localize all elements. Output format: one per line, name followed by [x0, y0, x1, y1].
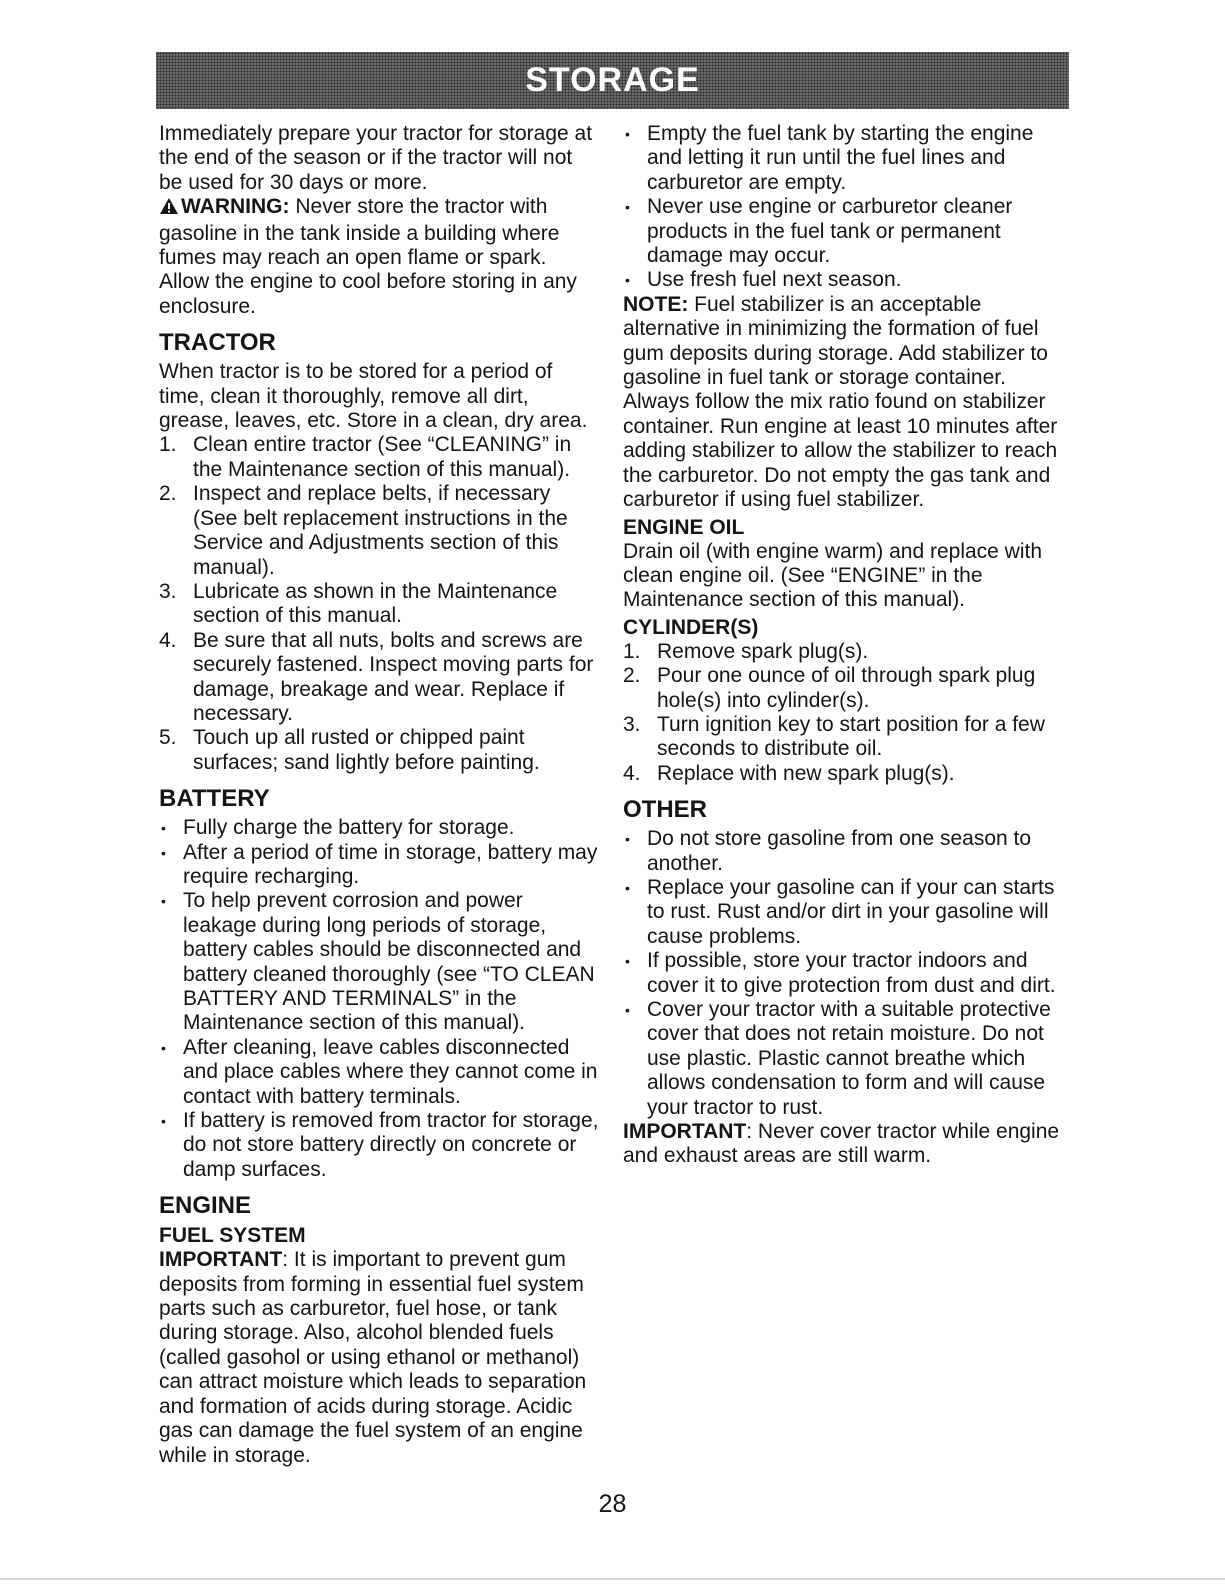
list-item: [623, 949, 1063, 998]
step-number: 4.: [159, 628, 177, 652]
bullet-text: If possible, store your tractor indoors and cover it to give protection from dust and dirt.: [647, 949, 1056, 997]
step-number: 3.: [623, 712, 641, 736]
list-item: [159, 482, 599, 580]
list-item: [623, 876, 1063, 949]
list-item: [159, 629, 599, 727]
list-item: [623, 195, 1063, 268]
bullet-text: To help prevent corrosion and power leakage during long periods of storage, battery cables should be disconnected and battery cleaned thoroughly (see “TO CLEAN BATTERY AND TERMINALS” in the Maintenance section of this manual).: [183, 889, 595, 1035]
tractor-heading: TRACTOR: [159, 329, 276, 357]
step-text: Lubricate as shown in the Maintenance section of this manual.: [193, 579, 558, 628]
step-text: Inspect and replace belts, if necessary (See belt replacement instructions in the Service and Adjustments section of this manual).: [193, 482, 568, 579]
bullet-text: Use fresh fuel next season.: [647, 268, 902, 292]
step-text: Remove spark plug(s).: [657, 639, 869, 663]
list-item: [623, 268, 1063, 292]
other-heading: OTHER: [623, 796, 707, 824]
list-item: [623, 122, 1063, 195]
list-item: [623, 762, 1063, 786]
bullet-text: Fully charge the battery for storage.: [183, 816, 515, 840]
step-number: 2.: [159, 482, 177, 506]
bullet-icon: •: [625, 953, 630, 970]
important-label: IMPORTANT: [623, 1120, 747, 1144]
tractor-paragraph: When tractor is to be stored for a period of time, clean it thoroughly, remove all dirt, grease, leaves, etc. Store in a clean, dry area.: [159, 360, 588, 433]
cylinder-steps: [623, 640, 1063, 786]
warning-label: WARNING:: [181, 195, 290, 219]
battery-bullets: [159, 816, 599, 1182]
bullet-text: Empty the fuel tank by starting the engine and letting it run until the fuel lines and carburetor are empty.: [647, 122, 1034, 194]
step-text: Touch up all rusted or chipped paint surfaces; sand lightly before painting.: [193, 726, 540, 774]
right-column: [623, 122, 1063, 1169]
fuel-bullets: [623, 122, 1063, 293]
bottom-divider: [0, 1578, 1225, 1580]
list-item: [623, 998, 1063, 1120]
fuel-important-paragraph: [159, 1248, 599, 1468]
tractor-steps: [159, 433, 599, 775]
bullet-icon: •: [161, 1113, 166, 1130]
left-column: [159, 122, 599, 1468]
list-item: [623, 827, 1063, 876]
warning-text: Never store the tractor with gasoline in the tank inside a building where fumes may reach an open flame or spark. Allow the engine to cool before storing in any enclosure.: [159, 195, 577, 318]
bullet-text: After a period of time in storage, battery may require recharging.: [183, 840, 598, 888]
page-title: STORAGE: [525, 61, 700, 99]
step-number: 5.: [159, 726, 177, 750]
list-item: [159, 816, 599, 840]
list-item: [623, 664, 1063, 713]
cylinders-heading: CYLINDER(S): [623, 615, 759, 639]
bullet-text: If battery is removed from tractor for storage, do not store battery directly on concrete or damp surfaces.: [183, 1109, 599, 1181]
other-important-paragraph: [623, 1120, 1063, 1169]
fuel-system-heading: FUEL SYSTEM: [159, 1224, 306, 1248]
bullet-text: Replace your gasoline can if your can starts to rust. Rust and/or dirt in your gasoline will cause problems.: [647, 875, 1055, 948]
bullet-icon: •: [625, 126, 630, 142]
bullet-icon: •: [161, 820, 166, 837]
step-text: Replace with new spark plug(s).: [657, 761, 955, 785]
warning-paragraph: [159, 195, 599, 319]
engine-oil-paragraph: Drain oil (with engine warm) and replace with clean engine oil. (See “ENGINE” in the Maintenance section of this manual).: [623, 539, 1043, 612]
note-paragraph: [623, 293, 1063, 513]
bullet-text: Never use engine or carburetor cleaner products in the fuel tank or permanent damage may occur.: [647, 195, 1013, 268]
list-item: [159, 580, 599, 629]
bullet-icon: •: [161, 1039, 166, 1056]
step-number: 1.: [623, 639, 641, 663]
step-number: 3.: [159, 579, 177, 603]
step-text: Clean entire tractor (See “CLEANING” in the Maintenance section of this manual).: [193, 433, 572, 481]
important-text: : It is important to prevent gum deposits from forming in essential fuel system parts such as carburetor, fuel hose, or tank during storage. Also, alcohol blended fuels (called gasohol or using ethanol or methanol) can attract moisture which leads to separation and formation of acids during storage. Acidic gas can damage the fuel system of an engine while in storage.: [159, 1248, 587, 1467]
list-item: [159, 1036, 599, 1109]
note-label: NOTE:: [623, 292, 689, 316]
important-label: IMPORTANT: [159, 1248, 283, 1272]
bullet-icon: •: [625, 879, 630, 896]
bullet-icon: •: [625, 272, 630, 289]
bullet-icon: •: [161, 844, 166, 861]
bullet-text: After cleaning, leave cables disconnected and place cables where they cannot come in contact with battery terminals.: [183, 1035, 598, 1108]
bullet-icon: •: [625, 199, 630, 216]
step-number: 1.: [159, 433, 177, 457]
engine-heading: ENGINE: [159, 1192, 252, 1220]
bullet-icon: •: [625, 831, 630, 848]
other-bullets: [623, 827, 1063, 1120]
intro-paragraph: Immediately prepare your tractor for storage at the end of the season or if the tractor will not be used for 30 days or more.: [159, 122, 593, 194]
list-item: [159, 889, 599, 1035]
bullet-icon: •: [161, 893, 166, 910]
note-text: Fuel stabilizer is an acceptable alternative in minimizing the formation of fuel gum deposits during storage. Add stabilizer to gasoline in fuel tank or storage container. Always follow the mix ratio found on stabilizer container. Run engine at least 10 minutes after adding stabilizer to allow the stabilizer to reach the carburetor. Do not empty the gas tank and carburetor if using fuel stabilizer.: [623, 292, 1058, 512]
list-item: [159, 1109, 599, 1182]
list-item: [623, 640, 1063, 664]
important-text: : Never cover tractor while engine and exhaust areas are still warm.: [623, 1120, 1060, 1168]
page-number: 28: [598, 1490, 627, 1518]
step-number: 2.: [623, 664, 641, 688]
step-text: Be sure that all nuts, bolts and screws are securely fastened. Inspect moving parts for damage, breakage and wear. Replace if necessary.: [193, 628, 594, 725]
engine-oil-heading: ENGINE OIL: [623, 515, 745, 539]
list-item: [159, 841, 599, 890]
bullet-text: Cover your tractor with a suitable protective cover that does not retain moisture. Do not use plastic. Plastic cannot breathe which allows condensation to form and will cause your tractor to rust.: [647, 998, 1051, 1119]
section-title-banner: [156, 52, 1069, 109]
step-text: Turn ignition key to start position for a few seconds to distribute oil.: [657, 712, 1045, 761]
list-item: [159, 726, 599, 775]
list-item: [159, 433, 599, 482]
step-text: Pour one ounce of oil through spark plug hole(s) into cylinder(s).: [657, 664, 1036, 712]
list-item: [623, 713, 1063, 762]
warning-triangle-icon: [159, 197, 179, 221]
bullet-text: Do not store gasoline from one season to another.: [647, 827, 1032, 875]
step-number: 4.: [623, 761, 641, 785]
battery-heading: BATTERY: [159, 785, 270, 813]
bullet-icon: •: [625, 1002, 630, 1018]
